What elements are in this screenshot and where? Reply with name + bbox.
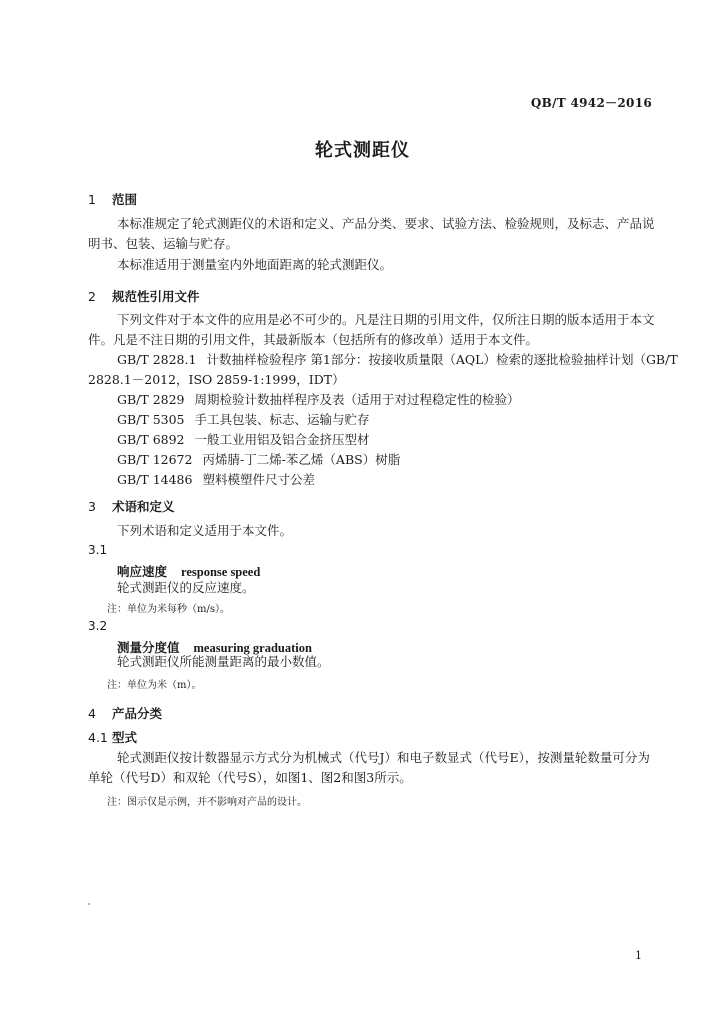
reference-code: GB/T 5305 [117,412,185,427]
term-definition: 轮式测距仪的反应速度。 [117,580,255,595]
section-number: 1 [88,192,96,207]
section-title: 术语和定义 [112,499,175,514]
document-title: 轮式测距仪 [315,140,410,161]
reference-code: GB/T 14486 [117,472,193,487]
reference-code: GB/T 12672 [117,452,193,467]
paragraph: 轮式测距仪按计数器显示方式分为机械式（代号J）和电子数显式（代号E），按测量轮数量可分为 [117,750,650,765]
reference-item [117,470,315,490]
page-number: 1 [635,949,642,962]
reference-continuation: 2828.1－2012，ISO 2859-1:1999，IDT） [88,372,345,387]
subsection-4-1-heading [88,728,137,746]
reference-item [117,450,400,470]
paragraph: 下列文件对于本文件的应用是必不可少的。凡是注日期的引用文件，仅所注日期的版本适用于本文 [117,312,655,327]
reference-item [117,350,678,370]
reference-item [117,390,520,410]
reference-code: GB/T 2829 [117,392,185,407]
reference-code: GB/T 2828.1 [117,352,197,367]
reference-title: 计数抽样检验程序 第1部分：按接收质量限（AQL）检索的逐批检验抽样计划（GB/T [206,352,678,367]
clause-number: 3.1 [88,543,108,557]
scan-speck [88,903,90,905]
term-english: response speed [181,565,261,579]
reference-item [117,430,370,450]
section-4-heading [88,704,162,722]
reference-item [117,410,370,430]
reference-title: 一般工业用铝及铝合金挤压型材 [194,432,370,447]
term-english: measuring graduation [193,641,312,655]
section-title: 范围 [112,192,138,207]
section-title: 规范性引用文件 [112,289,200,304]
paragraph: 件。凡是不注日期的引用文件，其最新版本（包括所有的修改单）适用于本文件。 [88,332,539,347]
section-3-heading [88,497,175,515]
section-number: 3 [88,499,96,514]
reference-code: GB/T 6892 [117,432,185,447]
paragraph: 本标准适用于测量室内外地面距离的轮式测距仪。 [117,257,393,272]
paragraph: 下列术语和定义适用于本文件。 [117,523,293,538]
reference-title: 塑料模塑件尺寸公差 [202,472,315,487]
section-title: 产品分类 [112,706,163,721]
reference-title: 丙烯腈-丁二烯-苯乙烯（ABS）树脂 [202,452,401,467]
standard-number: QB/T 4942－2016 [530,96,652,110]
term-note: 注：单位为米每秒（m/s）。 [107,604,230,615]
paragraph: 明书、包装、运输与贮存。 [88,236,239,251]
reference-title: 手工具包装、标志、运输与贮存 [194,412,370,427]
paragraph: 单轮（代号D）和双轮（代号S），如图1、图2和图3所示。 [88,770,412,785]
term-chinese: 测量分度值 [117,640,180,655]
term-note: 注：单位为米（m）。 [107,680,202,691]
subsection-title: 型式 [112,730,138,745]
subsection-number: 4.1 [88,730,108,745]
section-number: 2 [88,289,96,304]
reference-title: 周期检验计数抽样程序及表（适用于对过程稳定性的检验） [194,392,520,407]
term-definition: 轮式测距仪所能测量距离的最小数值。 [117,654,330,669]
section-1-heading [88,190,137,208]
paragraph: 本标准规定了轮式测距仪的术语和定义、产品分类、要求、试验方法、检验规则，及标志、产品说 [117,216,655,231]
term-chinese: 响应速度 [117,564,168,579]
figure-note: 注：图示仅是示例，并不影响对产品的设计。 [107,797,307,808]
section-number: 4 [88,706,96,721]
section-2-heading [88,287,200,305]
clause-number: 3.2 [88,619,108,633]
